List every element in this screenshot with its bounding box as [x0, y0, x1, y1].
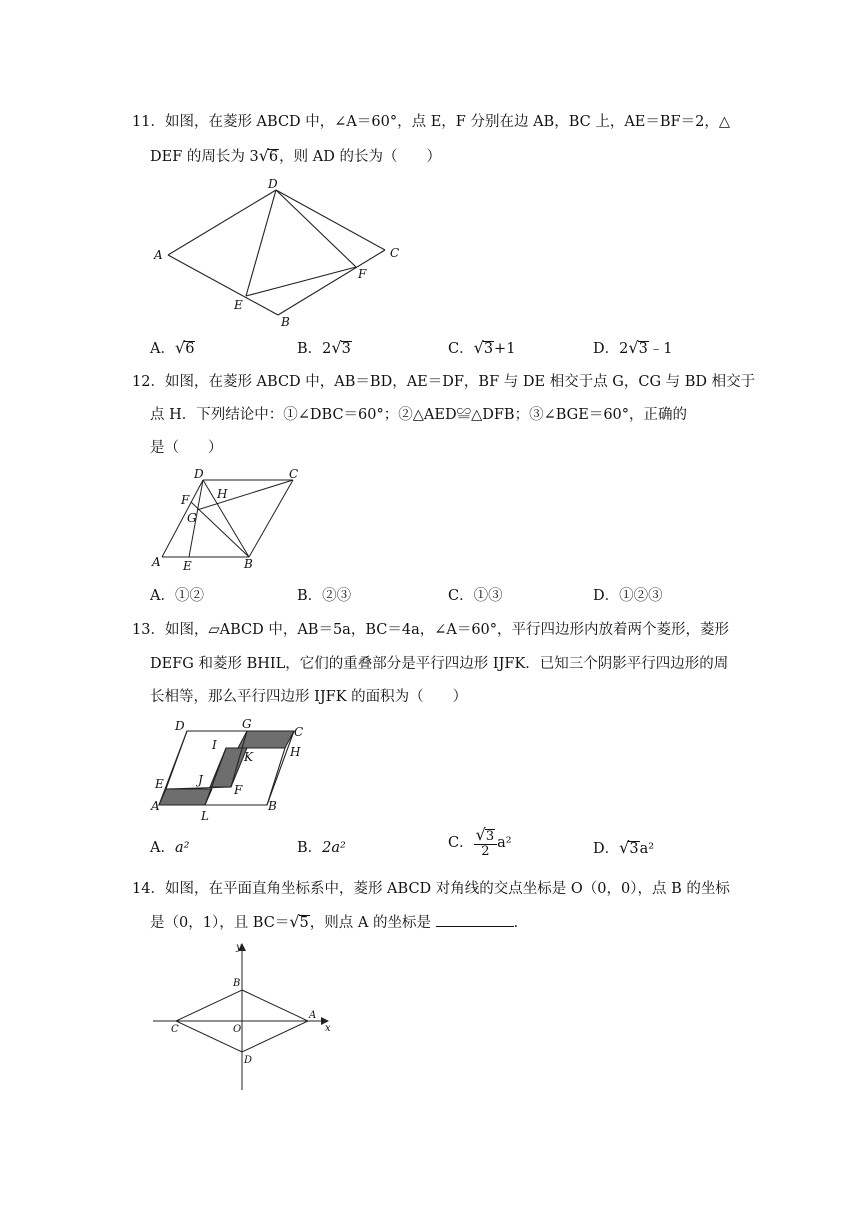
- q11-option-a-rad: 6: [185, 341, 195, 357]
- q13-option-c-key: C．: [448, 835, 474, 851]
- q12-label-H: H: [217, 487, 228, 501]
- q11-figure: [150, 175, 410, 330]
- q13-label-B: B: [268, 799, 277, 813]
- q13-label-F: F: [234, 783, 243, 797]
- q12-stem-line3: 是（ ）: [150, 440, 223, 456]
- q11-stem-post: ，则 AD 的长为（ ）: [279, 149, 441, 165]
- q12-option-b-text: ②③: [322, 588, 352, 604]
- q14-label-A: A: [309, 1010, 317, 1021]
- q11-option-b-key: B．: [297, 341, 323, 357]
- q13-shade-middle: [210, 748, 247, 787]
- q12-label-B: B: [244, 557, 253, 571]
- q13-label-K: K: [244, 750, 253, 764]
- q11-label-C: C: [390, 246, 400, 260]
- q14-label-x: x: [325, 1023, 331, 1034]
- q12-option-b[interactable]: [297, 586, 351, 606]
- q13-label-C: C: [294, 725, 304, 739]
- q13-shade-bottom: [159, 789, 212, 805]
- q11-label-B: B: [281, 315, 290, 329]
- q12-label-D: D: [194, 467, 204, 481]
- q11-option-d-rad: 3: [638, 341, 648, 357]
- q11-label-A: A: [154, 248, 163, 262]
- q14-label-C: C: [171, 1024, 179, 1035]
- q11-option-b-rad: 3: [341, 341, 351, 357]
- q14-label-D: D: [244, 1055, 253, 1066]
- q11-option-b-pre: 2: [322, 341, 332, 357]
- q12-edge-AD: [162, 480, 203, 557]
- q12-option-a[interactable]: [150, 586, 204, 606]
- q11-edge-DC: [276, 190, 385, 250]
- q13-stem-line2: DEFG 和菱形 BHIL，它们的重叠部分是平行四边形 IJFK．已知三个阴影平行四边形的周: [150, 656, 729, 672]
- q14-label-y: y: [236, 942, 242, 953]
- q11-option-c-rad: 3: [483, 341, 494, 357]
- q12-label-E: E: [183, 559, 192, 573]
- q12-option-b-key: B．: [297, 588, 323, 604]
- q13-option-c-den: 2: [481, 843, 490, 859]
- q11-option-a[interactable]: A．√6: [150, 338, 195, 357]
- q13-label-A: A: [151, 799, 160, 813]
- q13-option-c-num: 3: [485, 828, 495, 844]
- q13-option-d-key: D．: [593, 841, 620, 857]
- q12-stem-line1: 12．如图，在菱形 ABCD 中，AB＝BD，AE＝DF，BF 与 DE 相交于点 G，CG 与 BD 相交于: [132, 374, 756, 390]
- q11-edge-DF: [276, 190, 356, 267]
- q12-option-a-text: ①②: [174, 588, 204, 604]
- q11-option-c[interactable]: C．√3+1: [448, 338, 516, 357]
- q12-option-d-key: D．: [593, 588, 620, 604]
- q12-option-c-text: ①③: [473, 588, 503, 604]
- q12-option-d[interactable]: [593, 586, 663, 606]
- q12-label-A: A: [152, 555, 161, 569]
- q14-stem-line1: 14．如图，在平面直角坐标系中，菱形 ABCD 对角线的交点坐标是 O（0，0），点 B 的坐标: [132, 881, 730, 897]
- q14-stem-radicand: 5: [299, 915, 309, 931]
- q12-option-c[interactable]: [448, 586, 503, 606]
- q12-option-d-text: ①②③: [619, 588, 663, 604]
- q13-option-d[interactable]: D．√3a²: [593, 838, 655, 857]
- q13-label-D: D: [175, 719, 185, 733]
- q11-label-F: F: [358, 267, 367, 281]
- q14-stem-pre: 是（0，1），且 BC＝: [150, 915, 290, 931]
- q11-label-E: E: [234, 298, 243, 312]
- q13-figure: [150, 712, 320, 824]
- q13-label-I: I: [212, 738, 217, 752]
- q13-label-H: H: [290, 745, 301, 759]
- q12-stem-line2: 点 H．下列结论中：①∠DBC＝60°；②△AED≌△DFB；③∠BGE＝60°，正确的: [150, 407, 688, 423]
- q11-option-b[interactable]: B．2√3: [297, 338, 351, 357]
- q14-stem-end: ．: [513, 915, 529, 931]
- q11-option-a-key: A．: [150, 341, 175, 357]
- q11-stem-line1: 11．如图，在菱形 ABCD 中，∠A＝60°，点 E，F 分别在边 AB，BC 上，AE＝BF＝2，△: [132, 114, 730, 130]
- q14-label-B: B: [233, 978, 241, 989]
- q13-label-L: L: [201, 809, 209, 823]
- q13-option-a-key: A．: [150, 840, 175, 856]
- q11-option-d-pre: 2: [619, 341, 629, 357]
- q14-stem-line2: 是（0，1），且 BC＝√5，则点 A 的坐标是 ．: [150, 912, 529, 931]
- q12-label-G: G: [187, 511, 197, 525]
- q12-figure: [145, 466, 310, 574]
- q14-figure: [148, 938, 338, 1094]
- q11-option-d[interactable]: D．2√3﹣1: [593, 338, 673, 357]
- q13-option-b[interactable]: [297, 838, 346, 858]
- q11-edge-AB: [168, 255, 278, 315]
- q13-option-c-fraction: $\frac{√3}{2}$: [474, 828, 497, 859]
- q11-stem-line2: DEF 的周长为 3√6，则 AD 的长为（ ）: [150, 146, 441, 165]
- q13-option-a[interactable]: [150, 838, 189, 858]
- q13-option-a-text: a²: [174, 840, 190, 856]
- q13-label-J: J: [198, 773, 203, 787]
- q12-edge-FB: [191, 502, 249, 557]
- q12-option-c-key: C．: [448, 588, 474, 604]
- q11-stem-radicand: 6: [268, 149, 279, 165]
- q13-stem-line1: 13．如图，▱ABCD 中，AB＝5a，BC＝4a，∠A＝60°，平行四边形内放着两个菱形，菱形: [132, 622, 730, 638]
- q11-option-d-post: ﹣1: [648, 341, 673, 357]
- q11-option-c-key: C．: [448, 341, 474, 357]
- q14-answer-blank[interactable]: [436, 912, 514, 927]
- q13-option-c-post: a²: [497, 835, 512, 851]
- q13-label-G: G: [242, 717, 252, 731]
- q13-option-d-post: a²: [639, 841, 655, 857]
- q11-label-D: D: [268, 177, 278, 191]
- q13-option-d-rad: 3: [629, 841, 639, 857]
- q12-option-a-key: A．: [150, 588, 175, 604]
- q11-edge-CB: [278, 250, 385, 315]
- q13-option-b-key: B．: [297, 840, 323, 856]
- q11-option-c-post: +1: [494, 341, 516, 357]
- q14-label-O: O: [233, 1024, 242, 1035]
- q12-label-F: F: [181, 493, 190, 507]
- q11-option-d-key: D．: [593, 341, 620, 357]
- q13-label-E: E: [155, 777, 164, 791]
- q11-stem-pre: DEF 的周长为 3: [150, 149, 259, 165]
- q13-stem-line3: 长相等，那么平行四边形 IJFK 的面积为（ ）: [150, 689, 468, 705]
- q13-option-c[interactable]: [448, 826, 512, 860]
- q13-option-b-text: 2a²: [322, 840, 346, 856]
- q11-edge-EF: [246, 267, 356, 296]
- q12-label-C: C: [289, 467, 299, 481]
- q14-stem-post: ，则点 A 的坐标是: [309, 915, 431, 931]
